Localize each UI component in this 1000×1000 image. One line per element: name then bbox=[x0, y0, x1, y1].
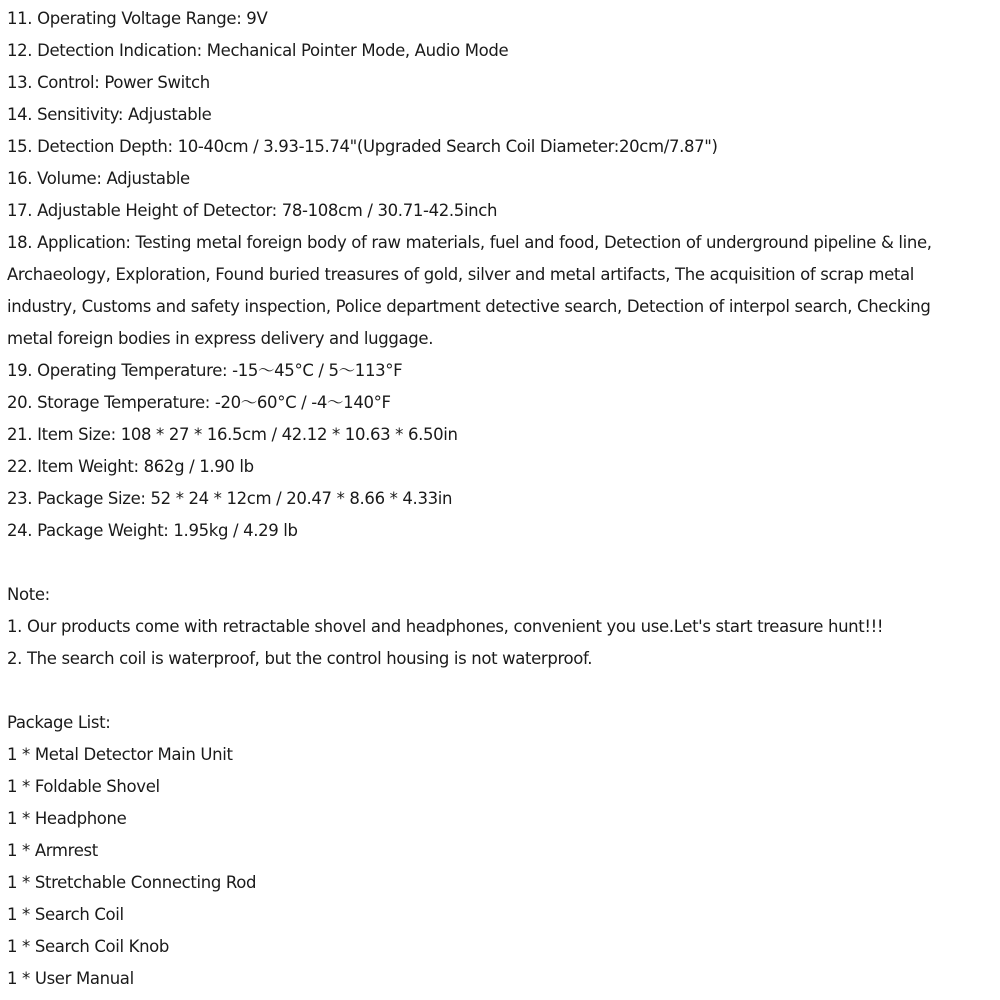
spec-operating-temperature: 19. Operating Temperature: -15～45°C / 5～113°F bbox=[7, 361, 403, 380]
product-description bbox=[7, 3, 993, 995]
spec-application-line-3: industry, Customs and safety inspection, Police department detective search, Detection of interpol search, Checking bbox=[7, 297, 931, 316]
spec-storage-temperature: 20. Storage Temperature: -20～60°C / -4～140°F bbox=[7, 393, 391, 412]
spec-package-weight: 24. Package Weight: 1.95kg / 4.29 lb bbox=[7, 521, 298, 540]
package-list-item: 1 * Metal Detector Main Unit bbox=[7, 745, 233, 764]
package-list-item: 1 * User Manual bbox=[7, 969, 134, 988]
spec-application-line-1: 18. Application: Testing metal foreign body of raw materials, fuel and food, Detection of underground pipeline & line, bbox=[7, 233, 932, 252]
spacer bbox=[7, 675, 993, 707]
package-list-item: 1 * Armrest bbox=[7, 841, 98, 860]
package-list-item: 1 * Search Coil Knob bbox=[7, 937, 170, 956]
note-heading: Note: bbox=[7, 585, 50, 604]
spec-item-weight: 22. Item Weight: 862g / 1.90 lb bbox=[7, 457, 254, 476]
spec-application-line-4: metal foreign bodies in express delivery and luggage. bbox=[7, 329, 434, 348]
package-list-item: 1 * Headphone bbox=[7, 809, 127, 828]
package-list-item: 1 * Stretchable Connecting Rod bbox=[7, 873, 257, 892]
spec-detection-depth: 15. Detection Depth: 10-40cm / 3.93-15.74"(Upgraded Search Coil Diameter:20cm/7.87") bbox=[7, 137, 718, 156]
spec-detection-indication: 12. Detection Indication: Mechanical Pointer Mode, Audio Mode bbox=[7, 41, 509, 60]
note-item: 2. The search coil is waterproof, but the control housing is not waterproof. bbox=[7, 649, 593, 668]
spacer bbox=[7, 547, 993, 579]
package-list-heading: Package List: bbox=[7, 713, 111, 732]
spec-package-size: 23. Package Size: 52 * 24 * 12cm / 20.47 * 8.66 * 4.33in bbox=[7, 489, 453, 508]
spec-item-size: 21. Item Size: 108 * 27 * 16.5cm / 42.12 * 10.63 * 6.50in bbox=[7, 425, 458, 444]
note-item: 1. Our products come with retractable shovel and headphones, convenient you use.Let's start treasure hunt!!! bbox=[7, 617, 884, 636]
package-list-item: 1 * Foldable Shovel bbox=[7, 777, 160, 796]
package-list-item: 1 * Search Coil bbox=[7, 905, 124, 924]
spec-control: 13. Control: Power Switch bbox=[7, 73, 210, 92]
spec-application-line-2: Archaeology, Exploration, Found buried treasures of gold, silver and metal artifacts, The acquisition of scrap metal bbox=[7, 265, 915, 284]
spec-voltage: 11. Operating Voltage Range: 9V bbox=[7, 9, 268, 28]
spec-volume: 16. Volume: Adjustable bbox=[7, 169, 190, 188]
spec-sensitivity: 14. Sensitivity: Adjustable bbox=[7, 105, 212, 124]
spec-adjustable-height: 17. Adjustable Height of Detector: 78-108cm / 30.71-42.5inch bbox=[7, 201, 498, 220]
